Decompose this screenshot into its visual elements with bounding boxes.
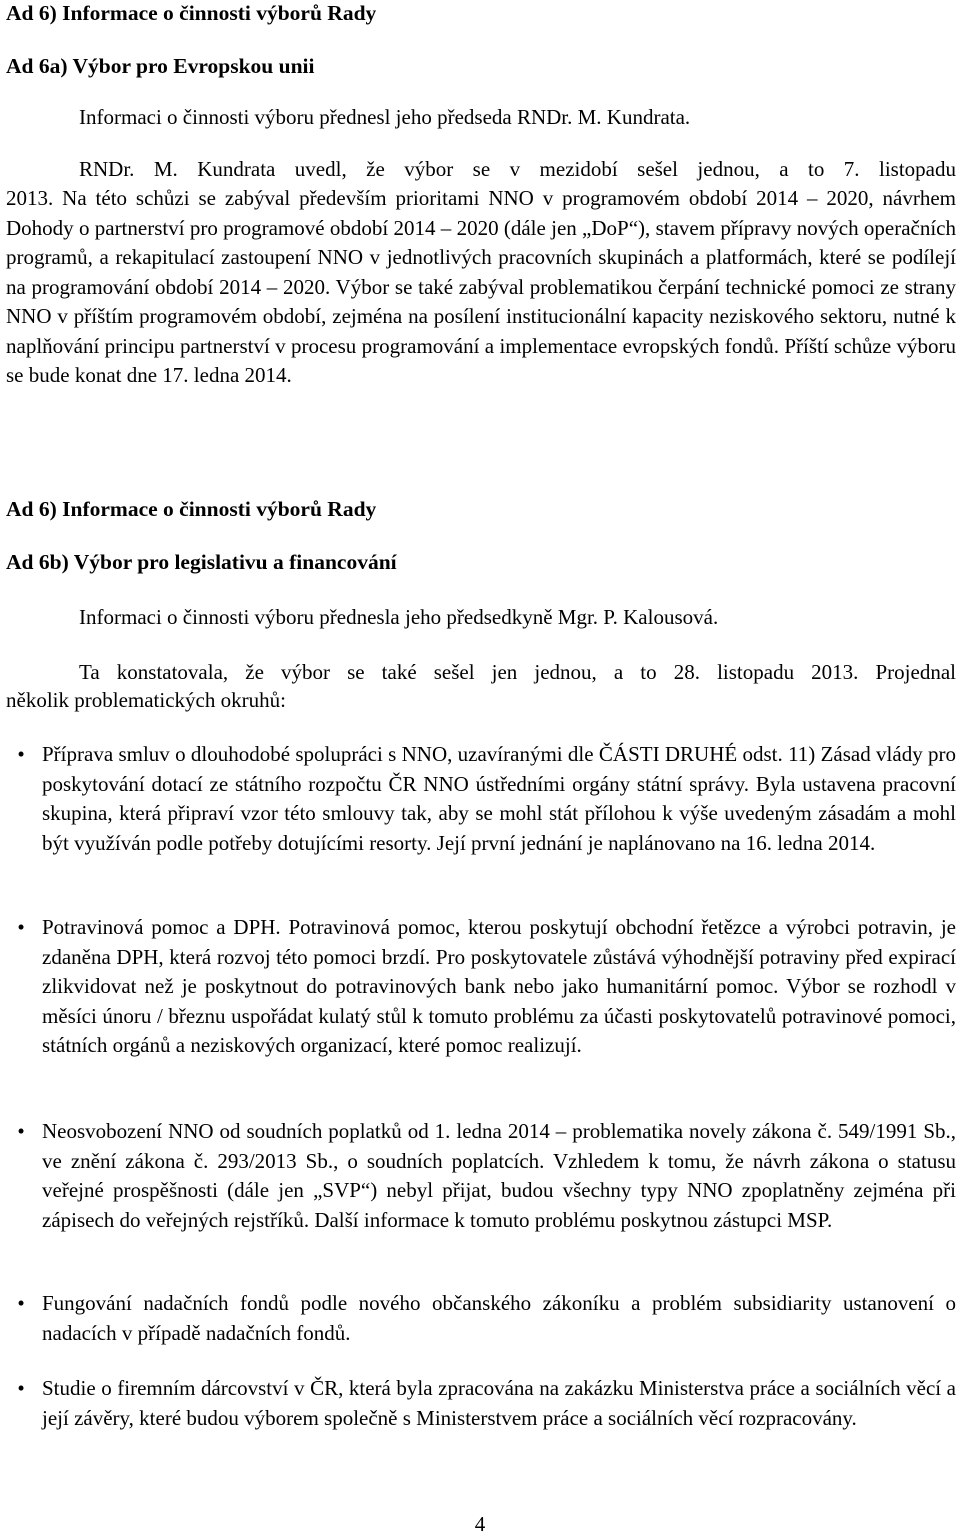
- bullet-icon: •: [17, 742, 25, 766]
- section-a-intro: Informaci o činnosti výboru přednesl jeho předseda RNDr. M. Kundrata.: [79, 105, 691, 129]
- section-b-intro: Informaci o činnosti výboru přednesla jeho předsedkyně Mgr. P. Kalousová.: [79, 605, 719, 629]
- list-item-text: Studie o firemním dárcovství v ČR, která byla zpracována na zakázku Ministerstva práce a sociálních věcí a její závěry, které budou výborem společně s Ministerstvem práce a sociálních věcí rozpracovány.: [42, 1376, 956, 1430]
- section-b-body: několik problematických okruhů:: [6, 688, 286, 712]
- section-a-body-first-line: RNDr. M. Kundrata uvedl, že výbor se v mezidobí sešel jednou, a to 7. listopadu: [79, 157, 956, 181]
- list-item: [6, 1117, 956, 1235]
- bullet-icon: •: [17, 1119, 25, 1143]
- bullet-icon: •: [17, 1291, 25, 1315]
- section-a-subheading: Ad 6a) Výbor pro Evropskou unii: [6, 54, 315, 78]
- list-item-text: Neosvobození NNO od soudních poplatků od 1. ledna 2014 – problematika novely zákona č. 549/1991 Sb., ve znění zákona č. 293/2013 Sb., o soudních poplatcích. Vzhledem k tomu, že návrh zákona o statusu veřejné prospěšnosti (dále jen „SVP“) nebyl přijat, budou všechny typy NNO zpoplatněny zejména při zápisech do veřejných rejstříků. Další informace k tomuto problému poskytnou zástupci MSP.: [42, 1119, 956, 1232]
- section-a-body: 2013. Na této schůzi se zabýval především prioritami NNO v programovém období 2014 – 2020, návrhem Dohody o partnerství pro programové období 2014 – 2020 (dále jen „DoP“), stavem přípravy nových operačních programů, a rekapitulací zastoupení NNO v jednotlivých pracovních skupinách a platformách, které se podílejí na programování období 2014 – 2020. Výbor se také zabýval problematikou čerpání technické pomoci ze strany NNO v příštím programovém období, zejména na posílení institucionální kapacity neziskového sektoru, nutné k naplňování principu partnerství v procesu programování a implementace evropských fondů. Příští schůze výboru se bude konat dne 17. ledna 2014.: [6, 186, 956, 387]
- section-b-subheading: Ad 6b) Výbor pro legislativu a financování: [6, 550, 397, 574]
- bullet-icon: •: [17, 915, 25, 939]
- list-item-text: Fungování nadačních fondů podle nového občanského zákoníku a problém subsidiarity ustanovení o nadacích v případě nadačních fondů.: [42, 1291, 956, 1345]
- list-item-text: Příprava smluv o dlouhodobé spolupráci s NNO, uzavíranými dle ČÁSTI DRUHÉ odst. 11) Zásad vlády pro poskytování dotací ze státního rozpočtu ČR NNO ústředními orgány státní správy. Byla ustavena pracovní skupina, která připraví vzor této smlouvy tak, aby se mohl stát přílohou k výše uvedeným zásadám a mohl být využíván podle potřeby dotujícími resorty. Její první jednání je naplánovano na 16. ledna 2014.: [42, 742, 956, 855]
- page-number: 4: [474, 1512, 486, 1536]
- section-b-body-first-line: Ta konstatovala, že výbor se také sešel jen jednou, a to 28. listopadu 2013. Projednal: [79, 660, 956, 684]
- list-item: [6, 1289, 956, 1348]
- list-item: [6, 1374, 956, 1433]
- list-item-text: Potravinová pomoc a DPH. Potravinová pomoc, kterou poskytují obchodní řetězce a výrobci potravin, je zdaněna DPH, která rozvoj této pomoci brzdí. Pro poskytovatele zůstává výhodnější potraviny před expirací zlikvidovat než je poskytnout do potravinových bank nebo jako humanitární pomoc. Výbor se rozhodl v měsíci únoru / březnu uspořádat kulatý stůl k tomuto problému za účasti poskytovatelů potravinové pomoci, státních orgánů a neziskových organizací, které pomoc realizují.: [42, 915, 956, 1057]
- bullet-icon: •: [17, 1376, 25, 1400]
- section-b-heading: Ad 6) Informace o činnosti výborů Rady: [6, 497, 377, 521]
- list-item: [6, 913, 956, 1061]
- section-a-heading: Ad 6) Informace o činnosti výborů Rady: [6, 1, 377, 25]
- list-item: [6, 740, 956, 858]
